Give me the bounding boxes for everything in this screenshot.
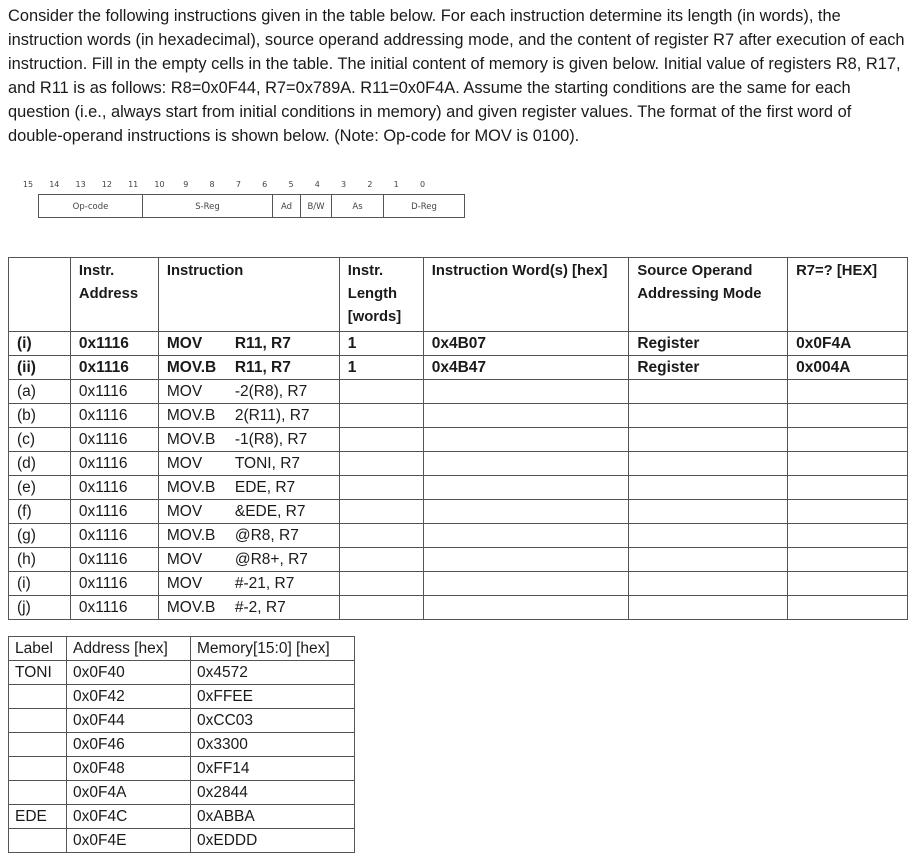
- row-length: [339, 596, 423, 620]
- field-bw: B/W: [300, 194, 331, 218]
- row-operands: @R8, R7: [234, 527, 299, 544]
- row-mode: [629, 404, 788, 428]
- bit-number: 5: [288, 180, 294, 189]
- row-label: (i): [9, 332, 71, 356]
- bit-numbers: [18, 180, 466, 192]
- memory-row: [9, 709, 355, 733]
- row-words: 0x4B47: [423, 356, 629, 380]
- mem-label: [9, 733, 67, 757]
- row-length: [339, 572, 423, 596]
- row-mode: [629, 596, 788, 620]
- row-address: 0x1116: [70, 452, 158, 476]
- row-instruction: [158, 524, 339, 548]
- memory-row: [9, 805, 355, 829]
- row-label: (e): [9, 476, 71, 500]
- bit-number: 12: [101, 180, 112, 189]
- table-row: [9, 476, 908, 500]
- row-r7: [788, 572, 908, 596]
- row-mode: [629, 452, 788, 476]
- row-length: [339, 548, 423, 572]
- bit-number: 0: [419, 180, 426, 189]
- row-label: (ii): [9, 356, 71, 380]
- mem-address: 0x0F4E: [67, 829, 191, 853]
- mem-label: [9, 781, 67, 805]
- row-instruction: [158, 596, 339, 620]
- row-mode: [629, 380, 788, 404]
- header-label: [9, 258, 71, 332]
- row-label: (b): [9, 404, 71, 428]
- row-instruction: [158, 332, 339, 356]
- problem-statement: Consider the following instructions given in the table below. For each instruction determine its length (in words), the instruction words (in hexadecimal), source operand addressing mode, and the content of register R7 after execution of each instruction. Fill in the empty cells in the table. The initial content of memory is given below. Initial value of registers R8, R17, and R11 is as follows: R8=0x0F44, R7=0x789A. R11=0x0F4A. Assume the starting conditions are the same for each question (i.e., always start from initial conditions in memory) and given register values. The format of the first word of double-operand instructions is shown below. (Note: Op-code for MOV is 0100).: [8, 7, 905, 145]
- row-opcode: MOV.B: [166, 479, 216, 496]
- row-words: [423, 452, 629, 476]
- row-address: 0x1116: [70, 404, 158, 428]
- row-address: 0x1116: [70, 596, 158, 620]
- mem-address: 0x0F4A: [67, 781, 191, 805]
- mem-value: 0xFFEE: [191, 685, 355, 709]
- mem-label: TONI: [9, 661, 67, 685]
- header-address: Instr. Address: [70, 258, 158, 332]
- mem-value: 0xEDDD: [191, 829, 355, 853]
- row-opcode: MOV.B: [166, 359, 217, 376]
- field-dreg: D-Reg: [383, 194, 465, 218]
- row-length: 1: [339, 356, 423, 380]
- row-label: (c): [9, 428, 71, 452]
- row-r7: [788, 596, 908, 620]
- row-instruction: [158, 548, 339, 572]
- mem-header-label: Label: [9, 637, 67, 661]
- table-row: [9, 356, 908, 380]
- row-words: [423, 380, 629, 404]
- bit-number: 3: [341, 180, 347, 189]
- memory-row: [9, 781, 355, 805]
- row-operands: R11, R7: [234, 335, 291, 352]
- mem-header-memory: Memory[15:0] [hex]: [191, 637, 355, 661]
- row-instruction: [158, 452, 339, 476]
- bit-number: 8: [209, 180, 215, 189]
- table-row: [9, 428, 908, 452]
- bit-number: 9: [183, 180, 189, 189]
- row-length: [339, 428, 423, 452]
- header-instruction: Instruction: [158, 258, 339, 332]
- table-row: [9, 404, 908, 428]
- mem-value: 0x3300: [191, 733, 355, 757]
- row-opcode: MOV: [166, 383, 203, 400]
- table-row: [9, 596, 908, 620]
- bit-number: 10: [154, 180, 165, 189]
- row-mode: [629, 524, 788, 548]
- row-label: (i): [9, 572, 71, 596]
- bit-number: 6: [262, 180, 268, 189]
- row-r7: [788, 452, 908, 476]
- row-label: (d): [9, 452, 71, 476]
- row-address: 0x1116: [70, 380, 158, 404]
- mem-header-address: Address [hex]: [67, 637, 191, 661]
- field-sreg: S-Reg: [142, 194, 272, 218]
- table-row: [9, 572, 908, 596]
- row-instruction: [158, 356, 339, 380]
- table-row: [9, 524, 908, 548]
- row-opcode: MOV: [166, 551, 203, 568]
- row-operands: TONI, R7: [234, 455, 301, 472]
- row-words: [423, 572, 629, 596]
- row-opcode: MOV: [166, 503, 203, 520]
- bit-number: 2: [367, 180, 373, 189]
- memory-table-header: [9, 637, 355, 661]
- row-address: 0x1116: [70, 356, 158, 380]
- table-row: [9, 452, 908, 476]
- mem-address: 0x0F44: [67, 709, 191, 733]
- mem-label: EDE: [9, 805, 67, 829]
- mem-label: [9, 757, 67, 781]
- row-address: 0x1116: [70, 500, 158, 524]
- mem-address: 0x0F42: [67, 685, 191, 709]
- row-operands: #-21, R7: [234, 575, 295, 592]
- row-r7: [788, 428, 908, 452]
- row-length: [339, 500, 423, 524]
- instruction-format-diagram: [18, 180, 466, 230]
- row-mode: [629, 548, 788, 572]
- row-address: 0x1116: [70, 572, 158, 596]
- row-words: [423, 596, 629, 620]
- row-mode: Register: [629, 356, 788, 380]
- row-r7: [788, 548, 908, 572]
- row-label: (f): [9, 500, 71, 524]
- row-words: [423, 524, 629, 548]
- mem-value: 0xFF14: [191, 757, 355, 781]
- row-length: [339, 476, 423, 500]
- mem-address: 0x0F48: [67, 757, 191, 781]
- row-opcode: MOV.B: [166, 407, 216, 424]
- row-words: [423, 500, 629, 524]
- row-r7: [788, 380, 908, 404]
- row-r7: 0x004A: [788, 356, 908, 380]
- header-words: Instruction Word(s) [hex]: [423, 258, 629, 332]
- row-label: (g): [9, 524, 71, 548]
- memory-row: [9, 733, 355, 757]
- row-address: 0x1116: [70, 548, 158, 572]
- header-mode: Source Operand Addressing Mode: [629, 258, 788, 332]
- mem-value: 0x2844: [191, 781, 355, 805]
- row-label: (j): [9, 596, 71, 620]
- row-words: [423, 548, 629, 572]
- row-length: 1: [339, 332, 423, 356]
- mem-value: 0xCC03: [191, 709, 355, 733]
- mem-address: 0x0F4C: [67, 805, 191, 829]
- row-address: 0x1116: [70, 476, 158, 500]
- row-operands: #-2, R7: [234, 599, 286, 616]
- row-opcode: MOV: [166, 455, 203, 472]
- row-operands: -2(R8), R7: [234, 383, 308, 400]
- header-r7: R7=? [HEX]: [788, 258, 908, 332]
- instruction-table-header: [9, 258, 908, 332]
- field-opcode: Op-code: [38, 194, 142, 218]
- row-operands: @R8+, R7: [234, 551, 308, 568]
- row-words: 0x4B07: [423, 332, 629, 356]
- row-instruction: [158, 404, 339, 428]
- row-instruction: [158, 500, 339, 524]
- row-label: (h): [9, 548, 71, 572]
- bit-number: 1: [393, 180, 399, 189]
- mem-address: 0x0F46: [67, 733, 191, 757]
- row-r7: [788, 500, 908, 524]
- row-length: [339, 452, 423, 476]
- header-length: Instr. Length [words]: [339, 258, 423, 332]
- bit-number: 7: [235, 180, 241, 189]
- row-opcode: MOV: [166, 335, 203, 352]
- mem-value: 0x4572: [191, 661, 355, 685]
- memory-row: [9, 661, 355, 685]
- row-r7: [788, 476, 908, 500]
- bit-number: 13: [75, 180, 86, 189]
- row-r7: [788, 524, 908, 548]
- table-row: [9, 380, 908, 404]
- bit-number: 11: [128, 180, 139, 189]
- row-opcode: MOV.B: [166, 431, 216, 448]
- row-instruction: [158, 572, 339, 596]
- table-row: [9, 548, 908, 572]
- bit-number: 14: [49, 180, 60, 189]
- row-opcode: MOV.B: [166, 527, 216, 544]
- field-as: As: [331, 194, 383, 218]
- row-instruction: [158, 476, 339, 500]
- mem-label: [9, 685, 67, 709]
- row-length: [339, 404, 423, 428]
- table-row: [9, 332, 908, 356]
- row-instruction: [158, 380, 339, 404]
- memory-row: [9, 685, 355, 709]
- memory-row: [9, 829, 355, 853]
- mem-address: 0x0F40: [67, 661, 191, 685]
- row-mode: [629, 572, 788, 596]
- row-operands: EDE, R7: [234, 479, 296, 496]
- row-words: [423, 404, 629, 428]
- mem-label: [9, 709, 67, 733]
- row-words: [423, 476, 629, 500]
- table-row: [9, 500, 908, 524]
- row-opcode: MOV: [166, 575, 203, 592]
- instruction-table: [8, 257, 908, 620]
- row-label: (a): [9, 380, 71, 404]
- row-opcode: MOV.B: [166, 599, 216, 616]
- bit-number: 4: [314, 180, 320, 189]
- row-address: 0x1116: [70, 524, 158, 548]
- row-r7: 0x0F4A: [788, 332, 908, 356]
- memory-row: [9, 757, 355, 781]
- row-length: [339, 524, 423, 548]
- row-address: 0x1116: [70, 332, 158, 356]
- row-mode: [629, 500, 788, 524]
- memory-table: [8, 636, 355, 853]
- row-length: [339, 380, 423, 404]
- field-ad: Ad: [272, 194, 300, 218]
- row-mode: [629, 476, 788, 500]
- bit-number: 15: [22, 180, 34, 189]
- row-address: 0x1116: [70, 428, 158, 452]
- mem-value: 0xABBA: [191, 805, 355, 829]
- row-operands: 2(R11), R7: [234, 407, 310, 424]
- row-operands: -1(R8), R7: [234, 431, 308, 448]
- row-mode: [629, 428, 788, 452]
- row-r7: [788, 404, 908, 428]
- row-words: [423, 428, 629, 452]
- row-mode: Register: [629, 332, 788, 356]
- mem-label: [9, 829, 67, 853]
- row-instruction: [158, 428, 339, 452]
- row-operands: &EDE, R7: [234, 503, 306, 520]
- row-operands: R11, R7: [234, 359, 291, 376]
